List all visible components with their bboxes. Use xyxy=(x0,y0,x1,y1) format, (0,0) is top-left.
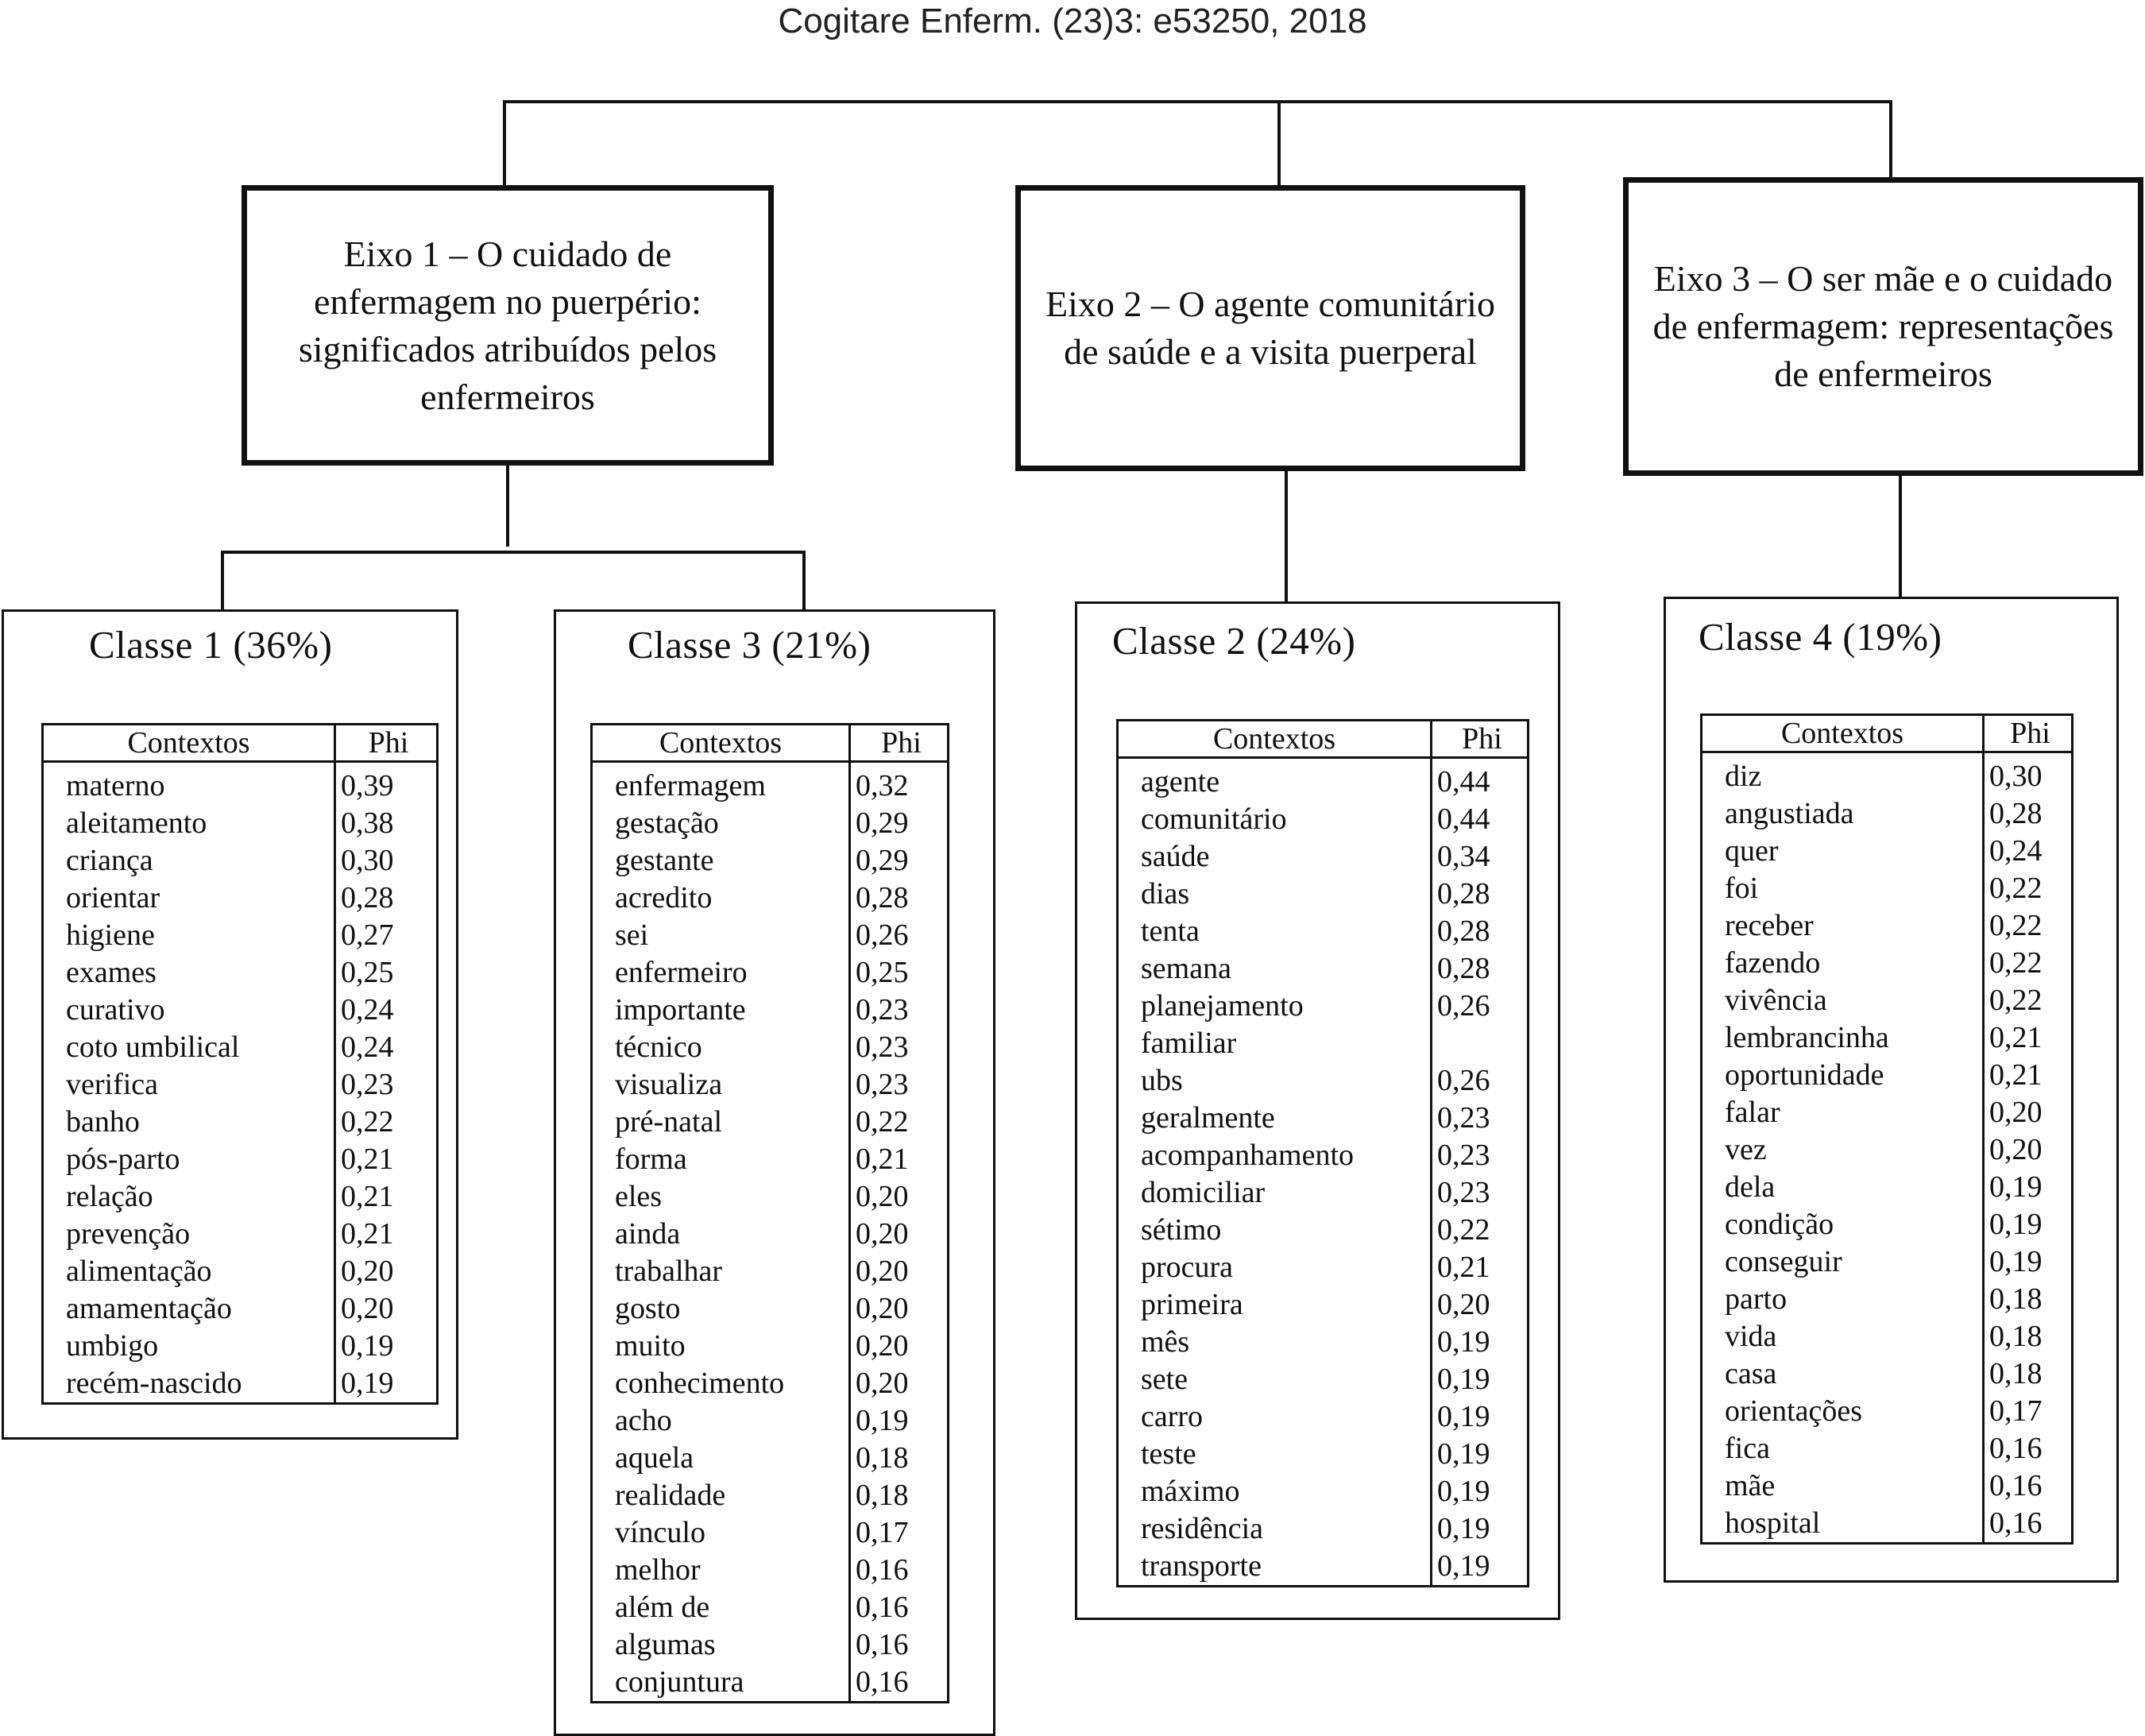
context-term: alimentação xyxy=(66,1255,212,1288)
context-term: materno xyxy=(66,769,165,802)
context-term: melhor xyxy=(615,1553,701,1587)
phi-value: 0,28 xyxy=(1984,795,2073,833)
phi-value: 0,23 xyxy=(1432,1100,1529,1137)
context-term: gosto xyxy=(615,1292,681,1325)
context-term: relação xyxy=(66,1180,153,1213)
context-term: pré-natal xyxy=(615,1105,723,1139)
axis-2-title: Eixo 2 – O agente comunitário de saúde e a visita puerperal xyxy=(1045,284,1495,372)
context-term: aleitamento xyxy=(66,806,207,840)
context-term: visualiza xyxy=(615,1068,723,1101)
table-row xyxy=(592,1253,949,1290)
phi-value: 0,16 xyxy=(1984,1467,2073,1505)
context-term: acredito xyxy=(615,881,713,914)
phi-value: 0,23 xyxy=(850,1029,949,1066)
table-row xyxy=(1702,982,2073,1019)
phi-value: 0,44 xyxy=(1432,801,1529,838)
phi-value: 0,23 xyxy=(850,1066,949,1104)
class-4-table xyxy=(1700,713,2074,1545)
phi-value: 0,22 xyxy=(335,1104,438,1141)
table-row xyxy=(1702,907,2073,945)
context-term: acompanhamento xyxy=(1141,1139,1355,1172)
table-row xyxy=(43,880,438,917)
phi-value: 0,16 xyxy=(1984,1430,2073,1467)
context-term: gestação xyxy=(615,806,719,840)
context-term: banho xyxy=(66,1105,140,1139)
table-row xyxy=(592,1626,949,1664)
context-term: domiciliar xyxy=(1141,1176,1266,1209)
context-term: primeira xyxy=(1141,1288,1243,1321)
table-row xyxy=(43,805,438,842)
phi-column-header: Phi xyxy=(1432,721,1529,758)
context-term: higiene xyxy=(66,918,155,952)
phi-value: 0,20 xyxy=(1984,1094,2073,1131)
table-row xyxy=(1702,1057,2073,1094)
axis-1-title: Eixo 1 – O cuidado de enfermagem no puerpério: significados atribuídos pelos enfermeiros xyxy=(298,233,717,417)
phi-value: 0,21 xyxy=(1984,1057,2073,1094)
table-row xyxy=(43,1290,438,1328)
table-row xyxy=(592,954,949,992)
phi-value: 0,20 xyxy=(850,1216,949,1253)
phi-column-header: Phi xyxy=(850,725,949,762)
root-bar xyxy=(504,102,1891,185)
class-4-title: Classe 4 (19%) xyxy=(1699,615,1942,659)
table-row xyxy=(592,880,949,917)
phi-value: 0,24 xyxy=(335,992,438,1029)
table-row xyxy=(592,1029,949,1066)
phi-value: 0,24 xyxy=(335,1029,438,1066)
table-row xyxy=(1702,1281,2073,1318)
table-row xyxy=(1118,1548,1529,1587)
context-term: falar xyxy=(1725,1096,1780,1129)
table-row xyxy=(1118,758,1529,802)
phi-column-header: Phi xyxy=(1984,715,2073,752)
phi-value: 0,19 xyxy=(335,1328,438,1365)
phi-value: 0,16 xyxy=(850,1552,949,1589)
table-row xyxy=(1702,795,2073,833)
phi-value: 0,26 xyxy=(1432,988,1529,1025)
phi-value: 0,27 xyxy=(335,917,438,954)
phi-value: 0,23 xyxy=(1432,1137,1529,1174)
context-term: agente xyxy=(1141,765,1220,798)
phi-value: 0,22 xyxy=(1984,945,2073,982)
phi-value: 0,23 xyxy=(335,1066,438,1104)
table-row xyxy=(1702,1169,2073,1206)
context-term: acho xyxy=(615,1404,672,1437)
axis-2-box xyxy=(1015,185,1525,471)
context-term: dias xyxy=(1141,877,1190,911)
phi-value: 0,28 xyxy=(1432,950,1529,988)
context-term: gestante xyxy=(615,844,714,877)
phi-value: 0,30 xyxy=(335,842,438,880)
phi-value: 0,18 xyxy=(1984,1318,2073,1355)
phi-value: 0,16 xyxy=(850,1589,949,1626)
table-row xyxy=(1118,1174,1529,1212)
axis-3-box xyxy=(1623,177,2143,476)
table-row xyxy=(592,1066,949,1104)
phi-value: 0,25 xyxy=(850,954,949,992)
table-row xyxy=(1702,1393,2073,1430)
class-3-title: Classe 3 (21%) xyxy=(628,623,872,667)
context-term: curativo xyxy=(66,993,165,1027)
context-term: além de xyxy=(615,1591,710,1624)
phi-value: 0,21 xyxy=(335,1216,438,1253)
phi-column-header: Phi xyxy=(335,725,438,762)
table-row xyxy=(592,1104,949,1141)
phi-value: 0,19 xyxy=(1984,1243,2073,1281)
phi-value: 0,19 xyxy=(1432,1398,1529,1436)
class-2-title: Classe 2 (24%) xyxy=(1112,619,1356,663)
table-row xyxy=(1118,1025,1529,1062)
phi-value: 0,19 xyxy=(1432,1361,1529,1398)
table-row xyxy=(1702,1467,2073,1505)
class-1-table xyxy=(41,723,439,1405)
context-term: tenta xyxy=(1141,914,1200,948)
context-term: sétimo xyxy=(1141,1213,1222,1247)
context-term: saúde xyxy=(1141,840,1210,873)
phi-value: 0,20 xyxy=(1432,1286,1529,1324)
class-1-title: Classe 1 (36%) xyxy=(89,623,333,667)
table-row xyxy=(1118,1100,1529,1137)
phi-value: 0,22 xyxy=(1432,1212,1529,1249)
table-row xyxy=(1118,913,1529,950)
context-term: transporte xyxy=(1141,1549,1262,1583)
phi-value: 0,26 xyxy=(850,917,949,954)
table-row xyxy=(1702,1505,2073,1544)
table-row xyxy=(1118,1324,1529,1361)
table-row xyxy=(1118,1212,1529,1249)
context-term: teste xyxy=(1141,1437,1196,1471)
phi-value: 0,29 xyxy=(850,842,949,880)
context-term: importante xyxy=(615,993,746,1027)
context-term: umbigo xyxy=(66,1329,159,1363)
table-row xyxy=(1118,1398,1529,1436)
phi-value: 0,21 xyxy=(335,1178,438,1216)
table-row xyxy=(1118,838,1529,876)
table-row xyxy=(1118,1249,1529,1286)
phi-value: 0,20 xyxy=(850,1290,949,1328)
context-term: vínculo xyxy=(615,1516,705,1549)
phi-value: 0,16 xyxy=(850,1626,949,1664)
table-row xyxy=(592,1552,949,1589)
table-row xyxy=(1702,752,2073,796)
phi-value: 0,24 xyxy=(1984,833,2073,870)
phi-value: 0,22 xyxy=(1984,907,2073,945)
table-row xyxy=(1118,1062,1529,1100)
class-2-table xyxy=(1116,719,1529,1587)
table-row xyxy=(1702,1131,2073,1169)
table-row xyxy=(1118,801,1529,838)
phi-value: 0,20 xyxy=(1984,1131,2073,1169)
table-row xyxy=(592,1290,949,1328)
phi-value: 0,29 xyxy=(850,805,949,842)
table-row xyxy=(43,917,438,954)
table-row xyxy=(1702,1355,2073,1393)
table-row xyxy=(592,1402,949,1440)
table-row xyxy=(43,1029,438,1066)
context-term: procura xyxy=(1141,1251,1234,1284)
table-row xyxy=(43,1104,438,1141)
phi-value: 0,44 xyxy=(1432,758,1529,802)
context-term: residência xyxy=(1141,1512,1264,1545)
phi-value: 0,19 xyxy=(335,1365,438,1404)
phi-value: 0,19 xyxy=(1984,1206,2073,1243)
table-row xyxy=(592,805,949,842)
table-row xyxy=(1702,1094,2073,1131)
phi-value: 0,28 xyxy=(1432,913,1529,950)
context-term: algumas xyxy=(615,1628,716,1661)
table-row xyxy=(1118,1361,1529,1398)
context-term: criança xyxy=(66,844,153,877)
table-row xyxy=(592,842,949,880)
table-row xyxy=(1118,950,1529,988)
phi-value: 0,22 xyxy=(1984,982,2073,1019)
context-term: enfermeiro xyxy=(615,956,748,989)
context-term: conjuntura xyxy=(615,1665,744,1699)
context-term: aquela xyxy=(615,1441,694,1475)
table-row xyxy=(592,1365,949,1402)
phi-value: 0,39 xyxy=(335,762,438,806)
phi-value: 0,18 xyxy=(1984,1281,2073,1318)
phi-value: 0,34 xyxy=(1432,838,1529,876)
table-row xyxy=(1118,1510,1529,1548)
context-term: máximo xyxy=(1141,1475,1240,1508)
context-term: fica xyxy=(1725,1432,1770,1465)
context-term: prevenção xyxy=(66,1217,191,1251)
phi-value: 0,19 xyxy=(1432,1436,1529,1473)
table-row xyxy=(592,917,949,954)
context-term: orientações xyxy=(1725,1394,1863,1428)
phi-value: 0,23 xyxy=(850,992,949,1029)
table-row xyxy=(1702,1318,2073,1355)
context-term: semana xyxy=(1141,952,1231,985)
context-term: forma xyxy=(615,1143,687,1176)
context-term: mãe xyxy=(1725,1469,1776,1502)
table-row xyxy=(592,762,949,806)
table-row xyxy=(592,1178,949,1216)
context-term: diz xyxy=(1725,760,1762,793)
context-term: muito xyxy=(615,1329,686,1363)
phi-value: 0,21 xyxy=(335,1141,438,1178)
context-term: carro xyxy=(1141,1400,1204,1433)
phi-value: 0,21 xyxy=(1984,1019,2073,1057)
phi-value: 0,23 xyxy=(1432,1174,1529,1212)
table-row xyxy=(592,1328,949,1365)
table-row xyxy=(43,954,438,992)
context-term: angustiada xyxy=(1725,797,1854,830)
context-term: casa xyxy=(1725,1357,1777,1390)
table-row xyxy=(43,1253,438,1290)
table-row xyxy=(592,1664,949,1703)
phi-value: 0,21 xyxy=(850,1141,949,1178)
context-term: pós-parto xyxy=(66,1143,180,1176)
context-term: foi xyxy=(1725,872,1759,905)
phi-value: 0,19 xyxy=(1432,1548,1529,1587)
context-term: conhecimento xyxy=(615,1367,785,1400)
table-row xyxy=(1702,1206,2073,1243)
context-term: amamentação xyxy=(66,1292,232,1325)
context-term: orientar xyxy=(66,881,160,914)
context-term: hospital xyxy=(1725,1506,1821,1540)
context-term: ubs xyxy=(1141,1064,1183,1097)
phi-value: 0,18 xyxy=(850,1440,949,1477)
context-column-header: Contextos xyxy=(43,725,335,762)
context-term: receber xyxy=(1725,909,1814,942)
table-row xyxy=(592,1477,949,1514)
context-term: mês xyxy=(1141,1325,1190,1359)
table-row xyxy=(43,1328,438,1365)
phi-value: 0,19 xyxy=(850,1402,949,1440)
table-row xyxy=(1118,1436,1529,1473)
context-term: comunitário xyxy=(1141,802,1287,836)
phi-value: 0,19 xyxy=(1432,1510,1529,1548)
table-row xyxy=(592,1440,949,1477)
table-row xyxy=(1702,1430,2073,1467)
phi-value: 0,20 xyxy=(335,1290,438,1328)
phi-value: 0,18 xyxy=(1984,1355,2073,1393)
context-term: quer xyxy=(1725,834,1779,868)
phi-value: 0,30 xyxy=(1984,752,2073,796)
phi-value: 0,21 xyxy=(1432,1249,1529,1286)
context-term: sei xyxy=(615,918,649,952)
phi-value: 0,17 xyxy=(1984,1393,2073,1430)
phi-value: 0,19 xyxy=(1432,1324,1529,1361)
context-term: sete xyxy=(1141,1363,1188,1396)
context-term: enfermagem xyxy=(615,769,766,802)
phi-value: 0,18 xyxy=(850,1477,949,1514)
context-term: ainda xyxy=(615,1217,681,1251)
table-row xyxy=(1118,1286,1529,1324)
phi-value: 0,26 xyxy=(1432,1062,1529,1100)
context-term: condição xyxy=(1725,1208,1834,1241)
phi-value: 0,20 xyxy=(335,1253,438,1290)
phi-value: 0,32 xyxy=(850,762,949,806)
context-term: vez xyxy=(1725,1133,1767,1166)
table-row xyxy=(43,1216,438,1253)
table-row xyxy=(1118,1137,1529,1174)
context-term: eles xyxy=(615,1180,663,1213)
axis-1-box xyxy=(242,185,774,466)
table-row xyxy=(1702,1019,2073,1057)
context-term: familiar xyxy=(1141,1027,1237,1060)
phi-value: 0,19 xyxy=(1432,1473,1529,1510)
journal-header: Cogitare Enferm. (23)3: e53250, 2018 xyxy=(778,2,1367,41)
class-3-table xyxy=(590,723,949,1703)
context-term: geralmente xyxy=(1141,1101,1275,1135)
table-row xyxy=(592,1514,949,1552)
table-row xyxy=(1118,1473,1529,1510)
context-term: recém-nascido xyxy=(66,1367,242,1400)
table-row xyxy=(43,762,438,806)
phi-value: 0,25 xyxy=(335,954,438,992)
table-row xyxy=(43,992,438,1029)
context-term: oportunidade xyxy=(1725,1058,1884,1092)
phi-value: 0,22 xyxy=(1984,870,2073,907)
context-term: parto xyxy=(1725,1282,1788,1316)
phi-value: 0,16 xyxy=(850,1664,949,1703)
context-term: exames xyxy=(66,956,157,989)
context-term: trabalhar xyxy=(615,1255,723,1288)
context-term: coto umbilical xyxy=(66,1030,240,1064)
axis-1-branch xyxy=(222,552,804,609)
context-term: vivência xyxy=(1725,984,1827,1017)
table-row xyxy=(1118,988,1529,1025)
table-row xyxy=(43,1141,438,1178)
context-column-header: Contextos xyxy=(592,725,850,762)
context-term: vida xyxy=(1725,1320,1777,1353)
context-column-header: Contextos xyxy=(1118,721,1432,758)
context-term: dela xyxy=(1725,1170,1776,1204)
context-term: planejamento xyxy=(1141,989,1304,1023)
phi-value: 0,28 xyxy=(335,880,438,917)
table-row xyxy=(592,1141,949,1178)
axis-3-title: Eixo 3 – O ser mãe e o cuidado de enfermagem: representações de enfermeiros xyxy=(1652,258,2114,394)
phi-value: 0,28 xyxy=(850,880,949,917)
phi-value: 0,20 xyxy=(850,1178,949,1216)
context-term: verifica xyxy=(66,1068,159,1101)
table-row xyxy=(1702,870,2073,907)
table-row xyxy=(1118,876,1529,913)
table-row xyxy=(43,1066,438,1104)
context-term: conseguir xyxy=(1725,1245,1842,1278)
phi-value: 0,19 xyxy=(1984,1169,2073,1206)
phi-value: 0,20 xyxy=(850,1365,949,1402)
phi-value xyxy=(1432,1025,1529,1062)
table-row xyxy=(1702,1243,2073,1281)
phi-value: 0,38 xyxy=(335,805,438,842)
table-row xyxy=(43,1178,438,1216)
context-term: técnico xyxy=(615,1030,702,1064)
phi-value: 0,20 xyxy=(850,1328,949,1365)
table-row xyxy=(1702,833,2073,870)
table-row xyxy=(592,1216,949,1253)
table-row xyxy=(1702,945,2073,982)
phi-value: 0,22 xyxy=(850,1104,949,1141)
context-term: lembrancinha xyxy=(1725,1021,1889,1054)
context-term: realidade xyxy=(615,1479,726,1512)
phi-value: 0,17 xyxy=(850,1514,949,1552)
table-row xyxy=(43,842,438,880)
table-row xyxy=(43,1365,438,1404)
context-column-header: Contextos xyxy=(1702,715,1984,752)
table-row xyxy=(592,992,949,1029)
phi-value: 0,28 xyxy=(1432,876,1529,913)
phi-value: 0,16 xyxy=(1984,1505,2073,1544)
phi-value: 0,20 xyxy=(850,1253,949,1290)
table-row xyxy=(592,1589,949,1626)
context-term: fazendo xyxy=(1725,946,1821,980)
